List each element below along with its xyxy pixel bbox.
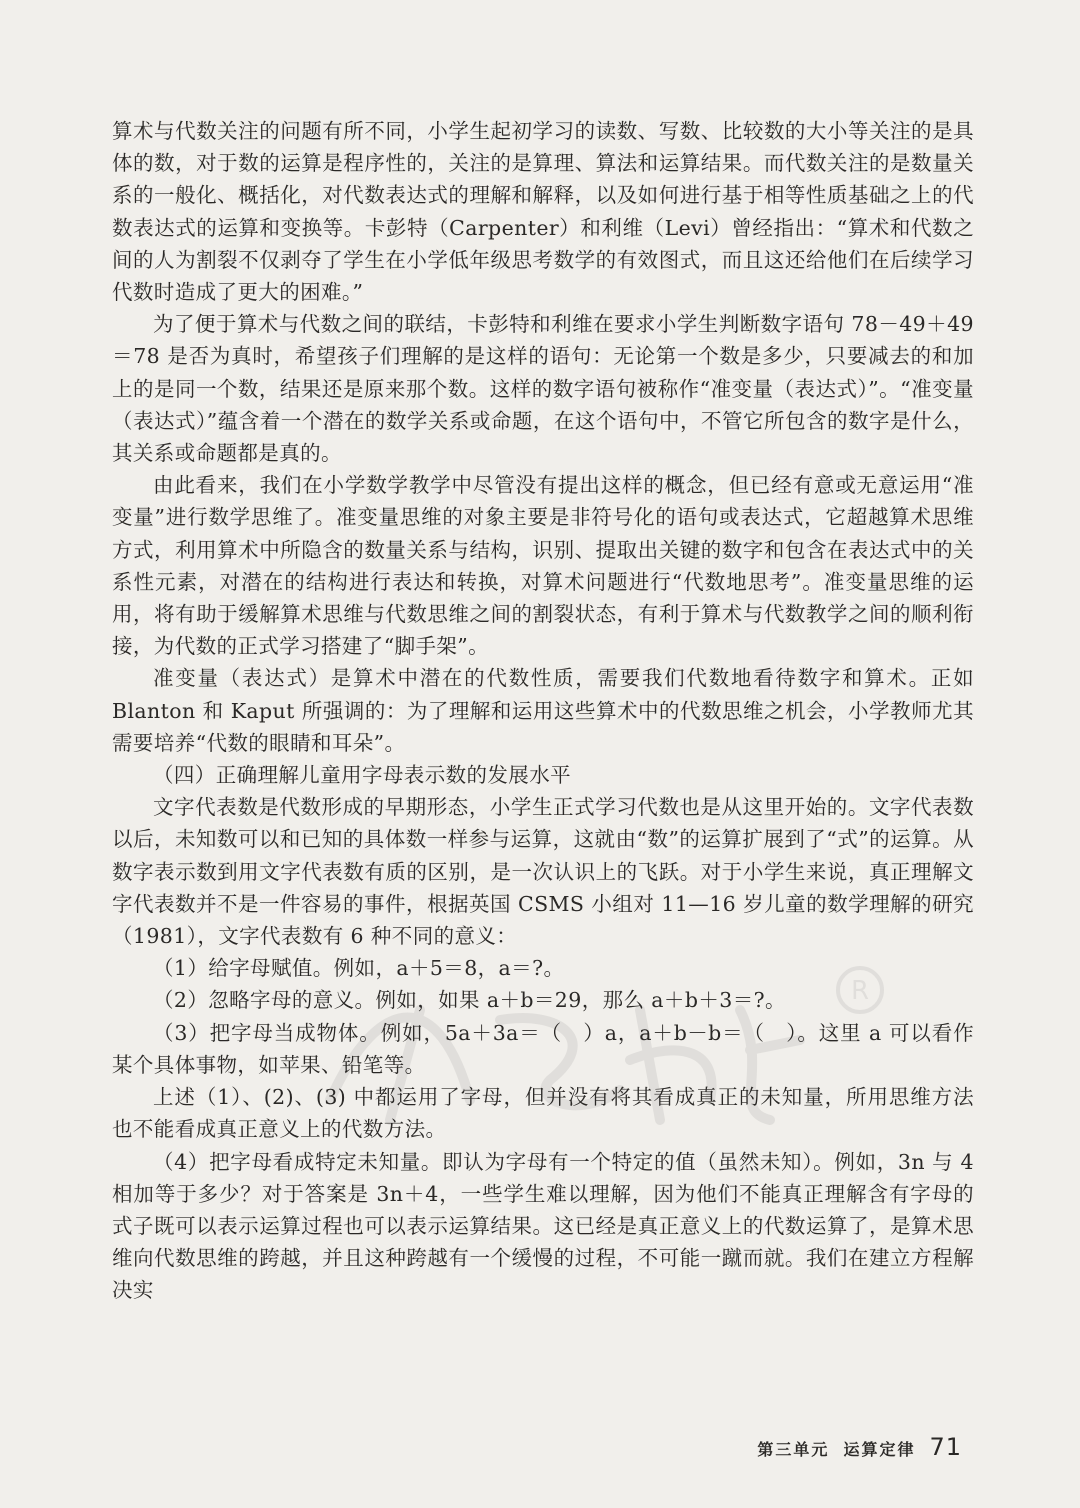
page-number: 71 [929, 1433, 962, 1461]
paragraph-quasi-variable-intro: 为了便于算术与代数之间的联结，卡彭特和利维在要求小学生判断数字语句 78－49＋49＝78 是否为真时，希望孩子们理解的是这样的语句：无论第一个数是多少，只要减去的和加上的是同一个数，结果还是原来那个数。这样的数字语句被称作“准变量（表达式）”。“准变量（表达式）”蕴含着一个潜在的数学关系或命题，在这个语句中，不管它所包含的数字是什么，其关系或命题都是真的。 [112, 312, 974, 466]
list-item-1: （1）给字母赋值。例如，a＋5＝8，a＝?。 [153, 956, 565, 981]
list-item-2: （2）忽略字母的意义。例如，如果 a＋b＝29，那么 a＋b＋3＝?。 [153, 988, 786, 1013]
svg-text:R: R [850, 976, 870, 1006]
section-heading: （四）正确理解儿童用字母表示数的发展水平 [153, 763, 571, 788]
footer-unit: 第三单元 [757, 1440, 830, 1459]
article-body [112, 115, 974, 1307]
paragraph-summary-1-3: 上述（1）、(2)、(3) 中都运用了字母，但并没有将其看成真正的未知量，所用思维方法也不能看成真正意义上的代数方法。 [112, 1085, 974, 1142]
page-footer [757, 1433, 962, 1461]
paragraph-arithmetic-vs-algebra: 算术与代数关注的问题有所不同，小学生起初学习的读数、写数、比较数的大小等关注的是具体的数，对于数的运算是程序性的，关注的是算理、算法和运算结果。而代数关注的是数量关系的一般化、概括化，对代数表达式的理解和解释，以及如何进行基于相等性质基础之上的代数表达式的运算和变换等。卡彭特（Carpenter）和利维（Levi）曾经指出：“算术和代数之间的人为割裂不仅剥夺了学生在小学低年级思考数学的有效图式，而且这还给他们在后续学习代数时造成了更大的困难。” [112, 119, 974, 305]
footer-chapter: 运算定律 [843, 1440, 916, 1459]
paragraph-quasi-variable-thinking: 由此看来，我们在小学数学教学中尽管没有提出这样的概念，但已经有意或无意运用“准变量”进行数学思维了。准变量思维的对象主要是非符号化的语句或表达式，它超越算术思维方式，利用算术中所隐含的数量关系与结构，识别、提取出关键的数字和包含在表达式中的关系性元素，对潜在的结构进行表达和转换，对算术问题进行“代数地思考”。准变量思维的运用，将有助于缓解算术思维与代数思维之间的割裂状态，有利于算术与代数教学之间的顺利衔接，为代数的正式学习搭建了“脚手架”。 [112, 473, 974, 659]
paragraph-letters-represent-numbers: 文字代表数是代数形成的早期形态，小学生正式学习代数也是从这里开始的。文字代表数以后，未知数可以和已知的具体数一样参与运算，这就由“数”的运算扩展到了“式”的运算。从数字表示数到用文字代表数有质的区别，是一次认识上的飞跃。对于小学生来说，真正理解文字代表数并不是一件容易的事件，根据英国 CSMS 小组对 11—16 岁儿童的数学理解的研究（1981），文字代表数有 6 种不同的意义： [112, 795, 974, 949]
paragraph-algebraic-eyes-ears: 准变量（表达式）是算术中潜在的代数性质，需要我们代数地看待数字和算术。正如 Blanton 和 Kaput 所强调的：为了理解和运用这些算术中的代数思维之机会，小学教师尤其需要培养“代数的眼睛和耳朵”。 [112, 666, 974, 755]
list-item-3: （3）把字母当成物体。例如，5a＋3a＝（ ）a，a＋b－b＝（ ）。这里 a 可以看作某个具体事物，如苹果、铅笔等。 [112, 1020, 974, 1077]
list-item-4: （4）把字母看成特定未知量。即认为字母有一个特定的值（虽然未知）。例如，3n 与 4 相加等于多少？对于答案是 3n＋4，一些学生难以理解，因为他们不能真正理解含有字母的式子既可以表示运算过程也可以表示运算结果。这已经是真正意义上的代数运算了，是算术思维向代数思维的跨越，并且这种跨越有一个缓慢的过程，不可能一蹴而就。我们在建立方程解决实 [112, 1149, 974, 1303]
